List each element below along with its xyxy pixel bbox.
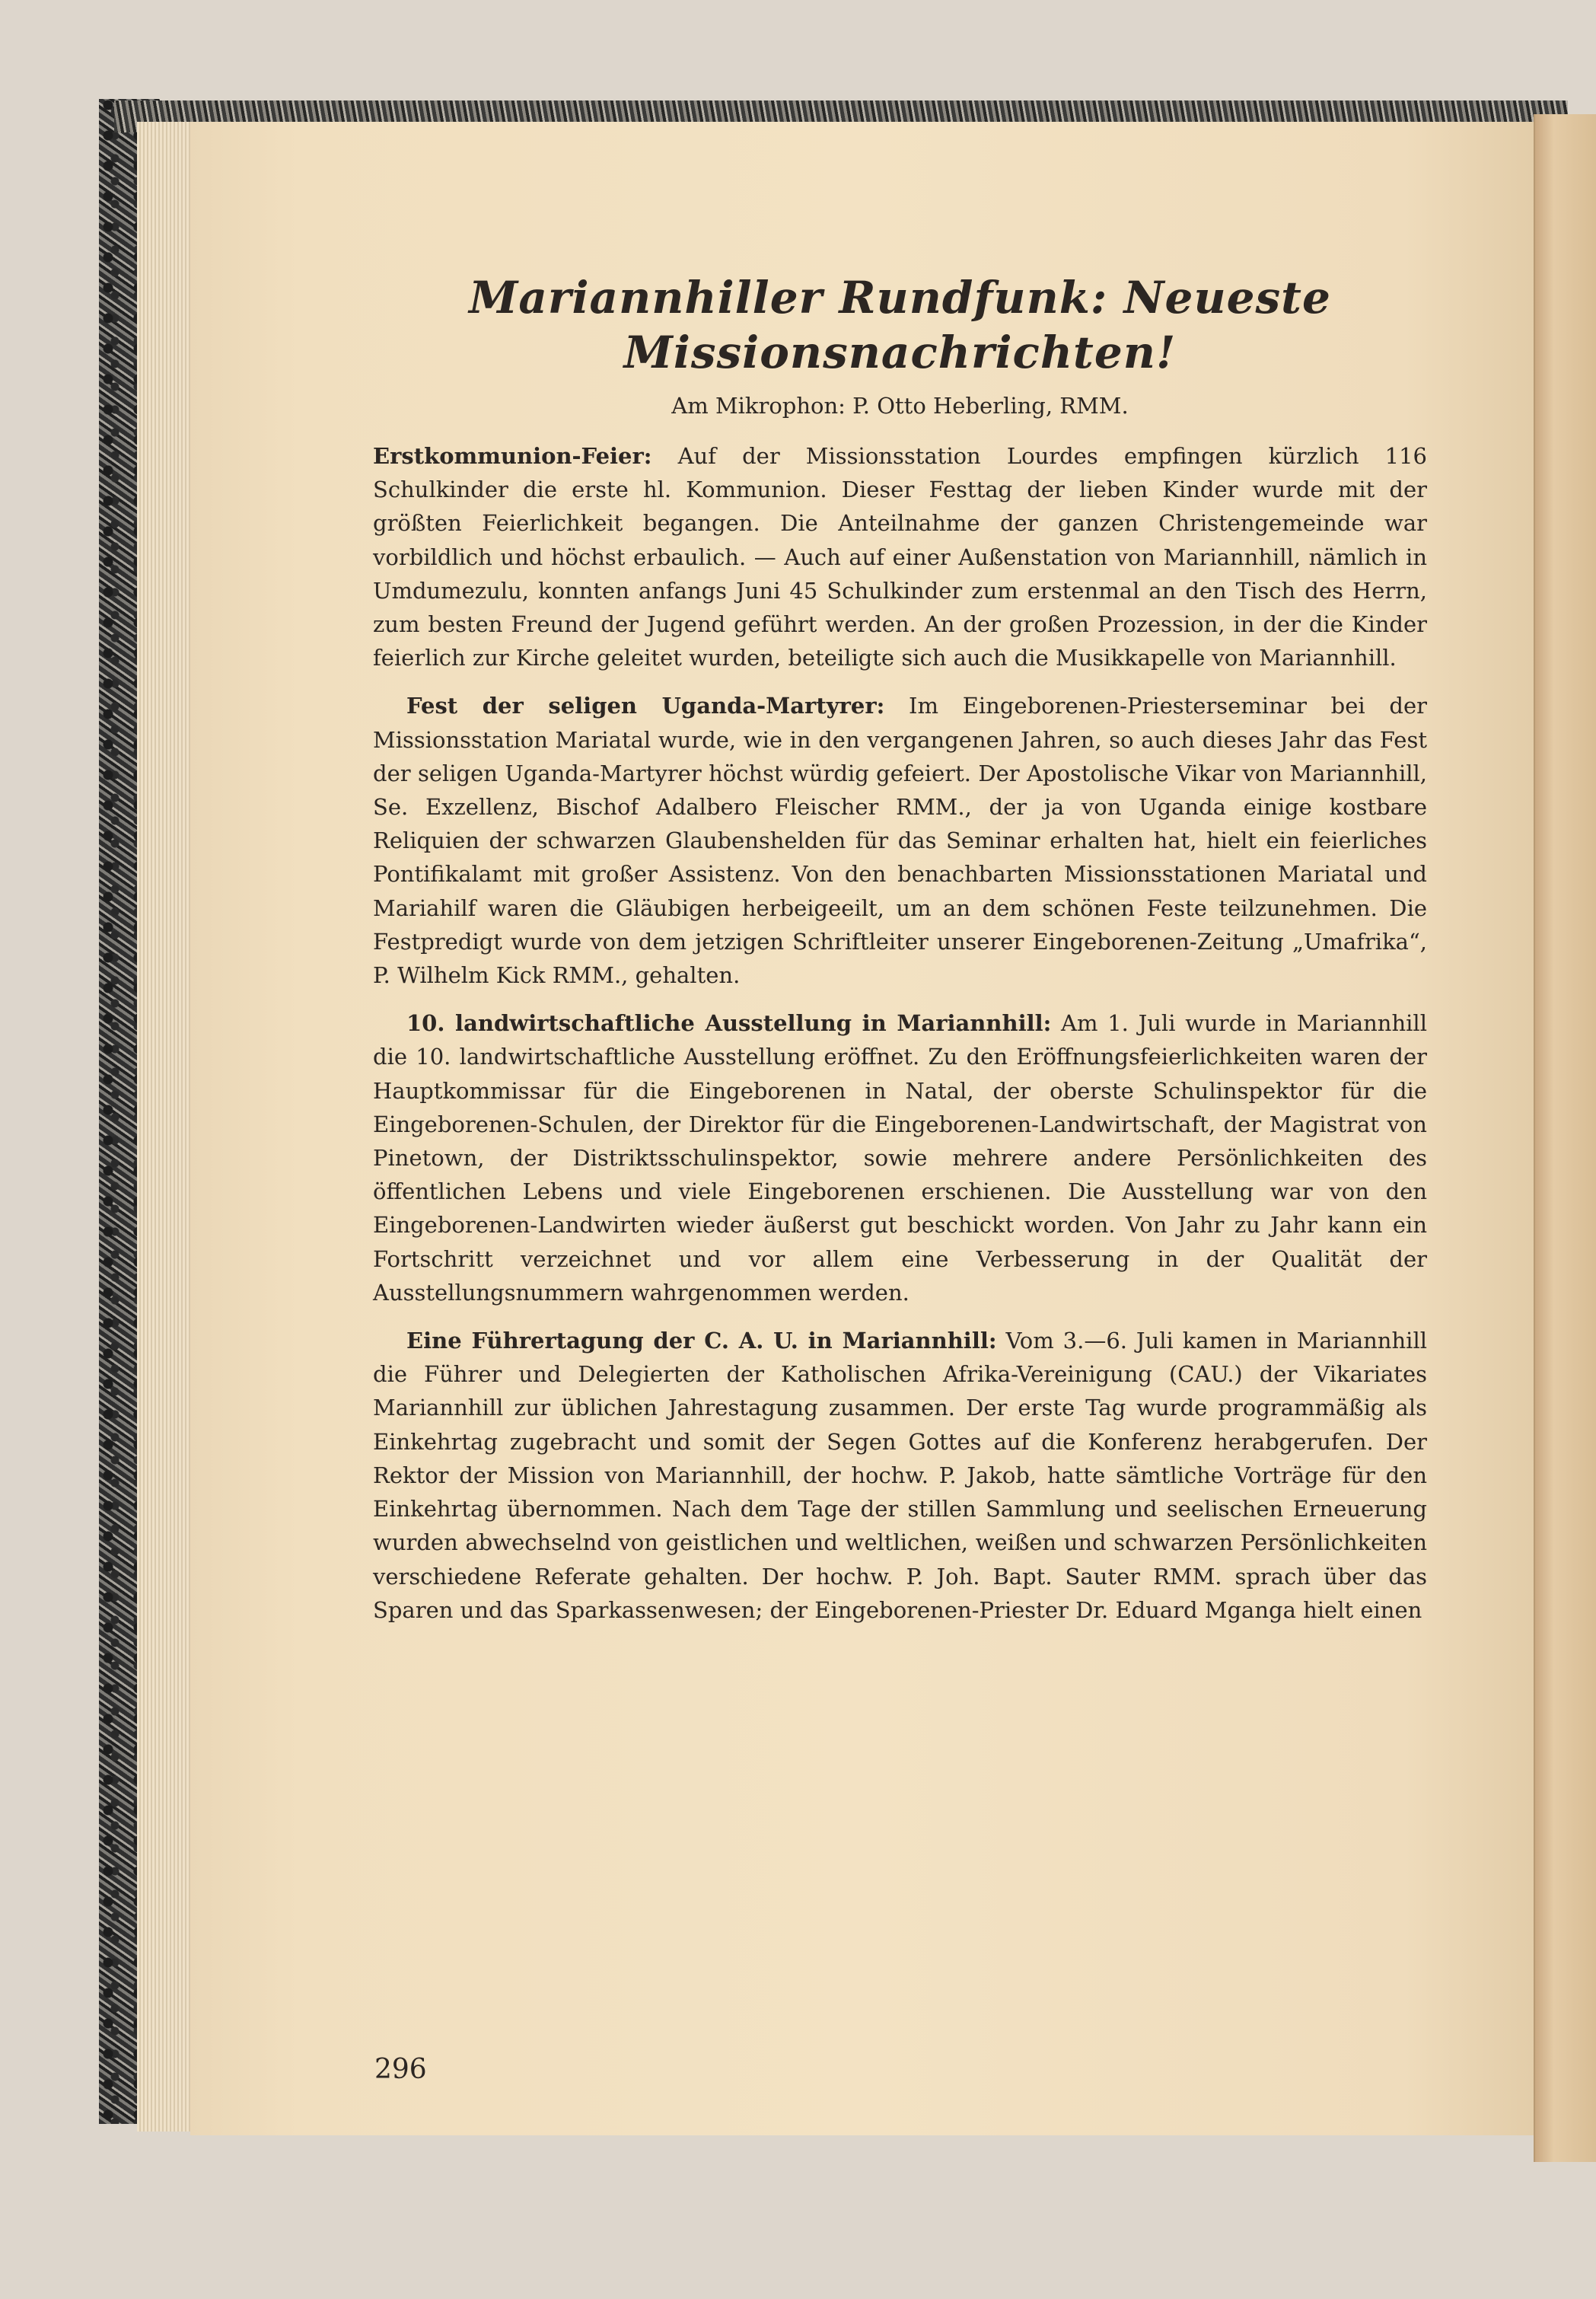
paragraph-heading: Eine Führertagung der C. A. U. in Mariannhill: <box>406 1328 997 1354</box>
paragraph-text: Auf der Missionsstation Lourdes empfingen kürzlich 116 Schulkinder die erste hl. Kommunion. Dieser Festtag der lieben Kinder wurde mit der größten Feierlichkeit begangen. Die Anteilnahme der ganzen Christengemeinde war vorbildlich und höchst erbaulich. — Auch auf einer Außenstation von Mariannhill, nämlich in Umdumezulu, konnten anfangs Juni 45 Schulkinder zum erstenmal an den Tisch des Herrn, zum besten Freund der Jugend geführt werden. An der großen Prozession, in der die Kinder feierlich zur Kirche geleitet wurden, beteiligte sich auch die Musikkapelle von Mariannhill. <box>373 443 1427 671</box>
paragraph-fuehrertagung <box>373 1324 1427 1627</box>
paragraph-uganda-martyrer <box>373 689 1427 992</box>
article <box>373 270 1427 1641</box>
paragraph-erstkommunion <box>373 439 1427 674</box>
paragraph-text: Am 1. Juli wurde in Mariannhill die 10. landwirtschaftliche Ausstellung eröffnet. Zu den Eröffnungsfeierlichkeiten waren der Hauptkommissar für die Eingeborenen in Natal, der oberste Schulinspektor für die Eingeborenen-Schulen, der Direktor für die Eingeborenen-Landwirtschaft, der Magistrat von Pinetown, der Distriktsschulinspektor, sowie mehrere andere Persönlichkeiten des öffentlichen Lebens und viele Eingeborenen erschienen. Die Ausstellung war von den Eingeborenen-Landwirten wieder äußerst gut beschickt worden. Von Jahr zu Jahr kann ein Fortschritt verzeichnet und vor allem eine Verbesserung in der Qualität der Ausstellungsnummern wahrgenommen werden. <box>373 1010 1427 1306</box>
paragraph-heading: 10. landwirtschaftliche Ausstellung in Mariannhill: <box>406 1010 1052 1037</box>
article-title-line-2: Missionsnachrichten! <box>623 327 1177 378</box>
paragraph-text: Im Eingeborenen-Priesterseminar bei der Missionsstation Mariatal wurde, wie in den vergangenen Jahren, so auch dieses Jahr das Fest der seligen Uganda-Martyrer höchst würdig gefeiert. Der Apostolische Vikar von Mariannhill, Se. Exzellenz, Bischof Adalbero Fleischer RMM., der ja von Uganda einige kostbare Reliquien der schwarzen Glaubenshelden für das Seminar erhalten hat, hielt ein feierliches Pontifikalamt mit großer Assistenz. Von den benachbarten Missionsstationen Mariatal und Mariahilf waren die Gläubigen herbeigeeilt, um an dem schönen Feste teilzunehmen. Die Festpredigt wurde von dem jetzigen Schriftleiter unserer Eingeborenen-Zeitung „Umafrika“, P. Wilhelm Kick RMM., gehalten. <box>373 693 1427 989</box>
article-byline: Am Mikrophon: P. Otto Heberling, RMM. <box>671 393 1129 419</box>
article-title-line-1: Mariannhiller Rundfunk: Neueste <box>469 272 1331 324</box>
paragraph-text: Vom 3.—6. Juli kamen in Mariannhill die Führer und Delegierten der Katholischen Afrika-Vereinigung (CAU.) der Vikariates Mariannhill zur üblichen Jahrestagung zusammen. Der erste Tag wurde programmäßig als Einkehrtag zugebracht und somit der Segen Gottes auf die Konferenz herabgerufen. Der Rektor der Mission von Mariannhill, der hochw. P. Jakob, hatte sämtliche Vorträge für den Einkehrtag übernommen. Nach dem Tage der stillen Sammlung und seelischen Erneuerung wurden abwechselnd von geistlichen und weltlichen, weißen und schwarzen Persönlichkeiten verschiedene Referate gehalten. Der hochw. P. Joh. Bapt. Sauter RMM. sprach über das Sparen und das Sparkassenwesen; der Eingeborenen-Priester Dr. Eduard Mganga hielt einen <box>373 1328 1427 1623</box>
page-number: 296 <box>374 2054 427 2085</box>
facing-page-edge <box>1534 114 1596 2162</box>
paragraph-ausstellung <box>373 1006 1427 1309</box>
paragraph-heading: Fest der seligen Uganda-Martyrer: <box>406 693 885 719</box>
paragraph-heading: Erstkommunion-Feier: <box>373 443 652 469</box>
